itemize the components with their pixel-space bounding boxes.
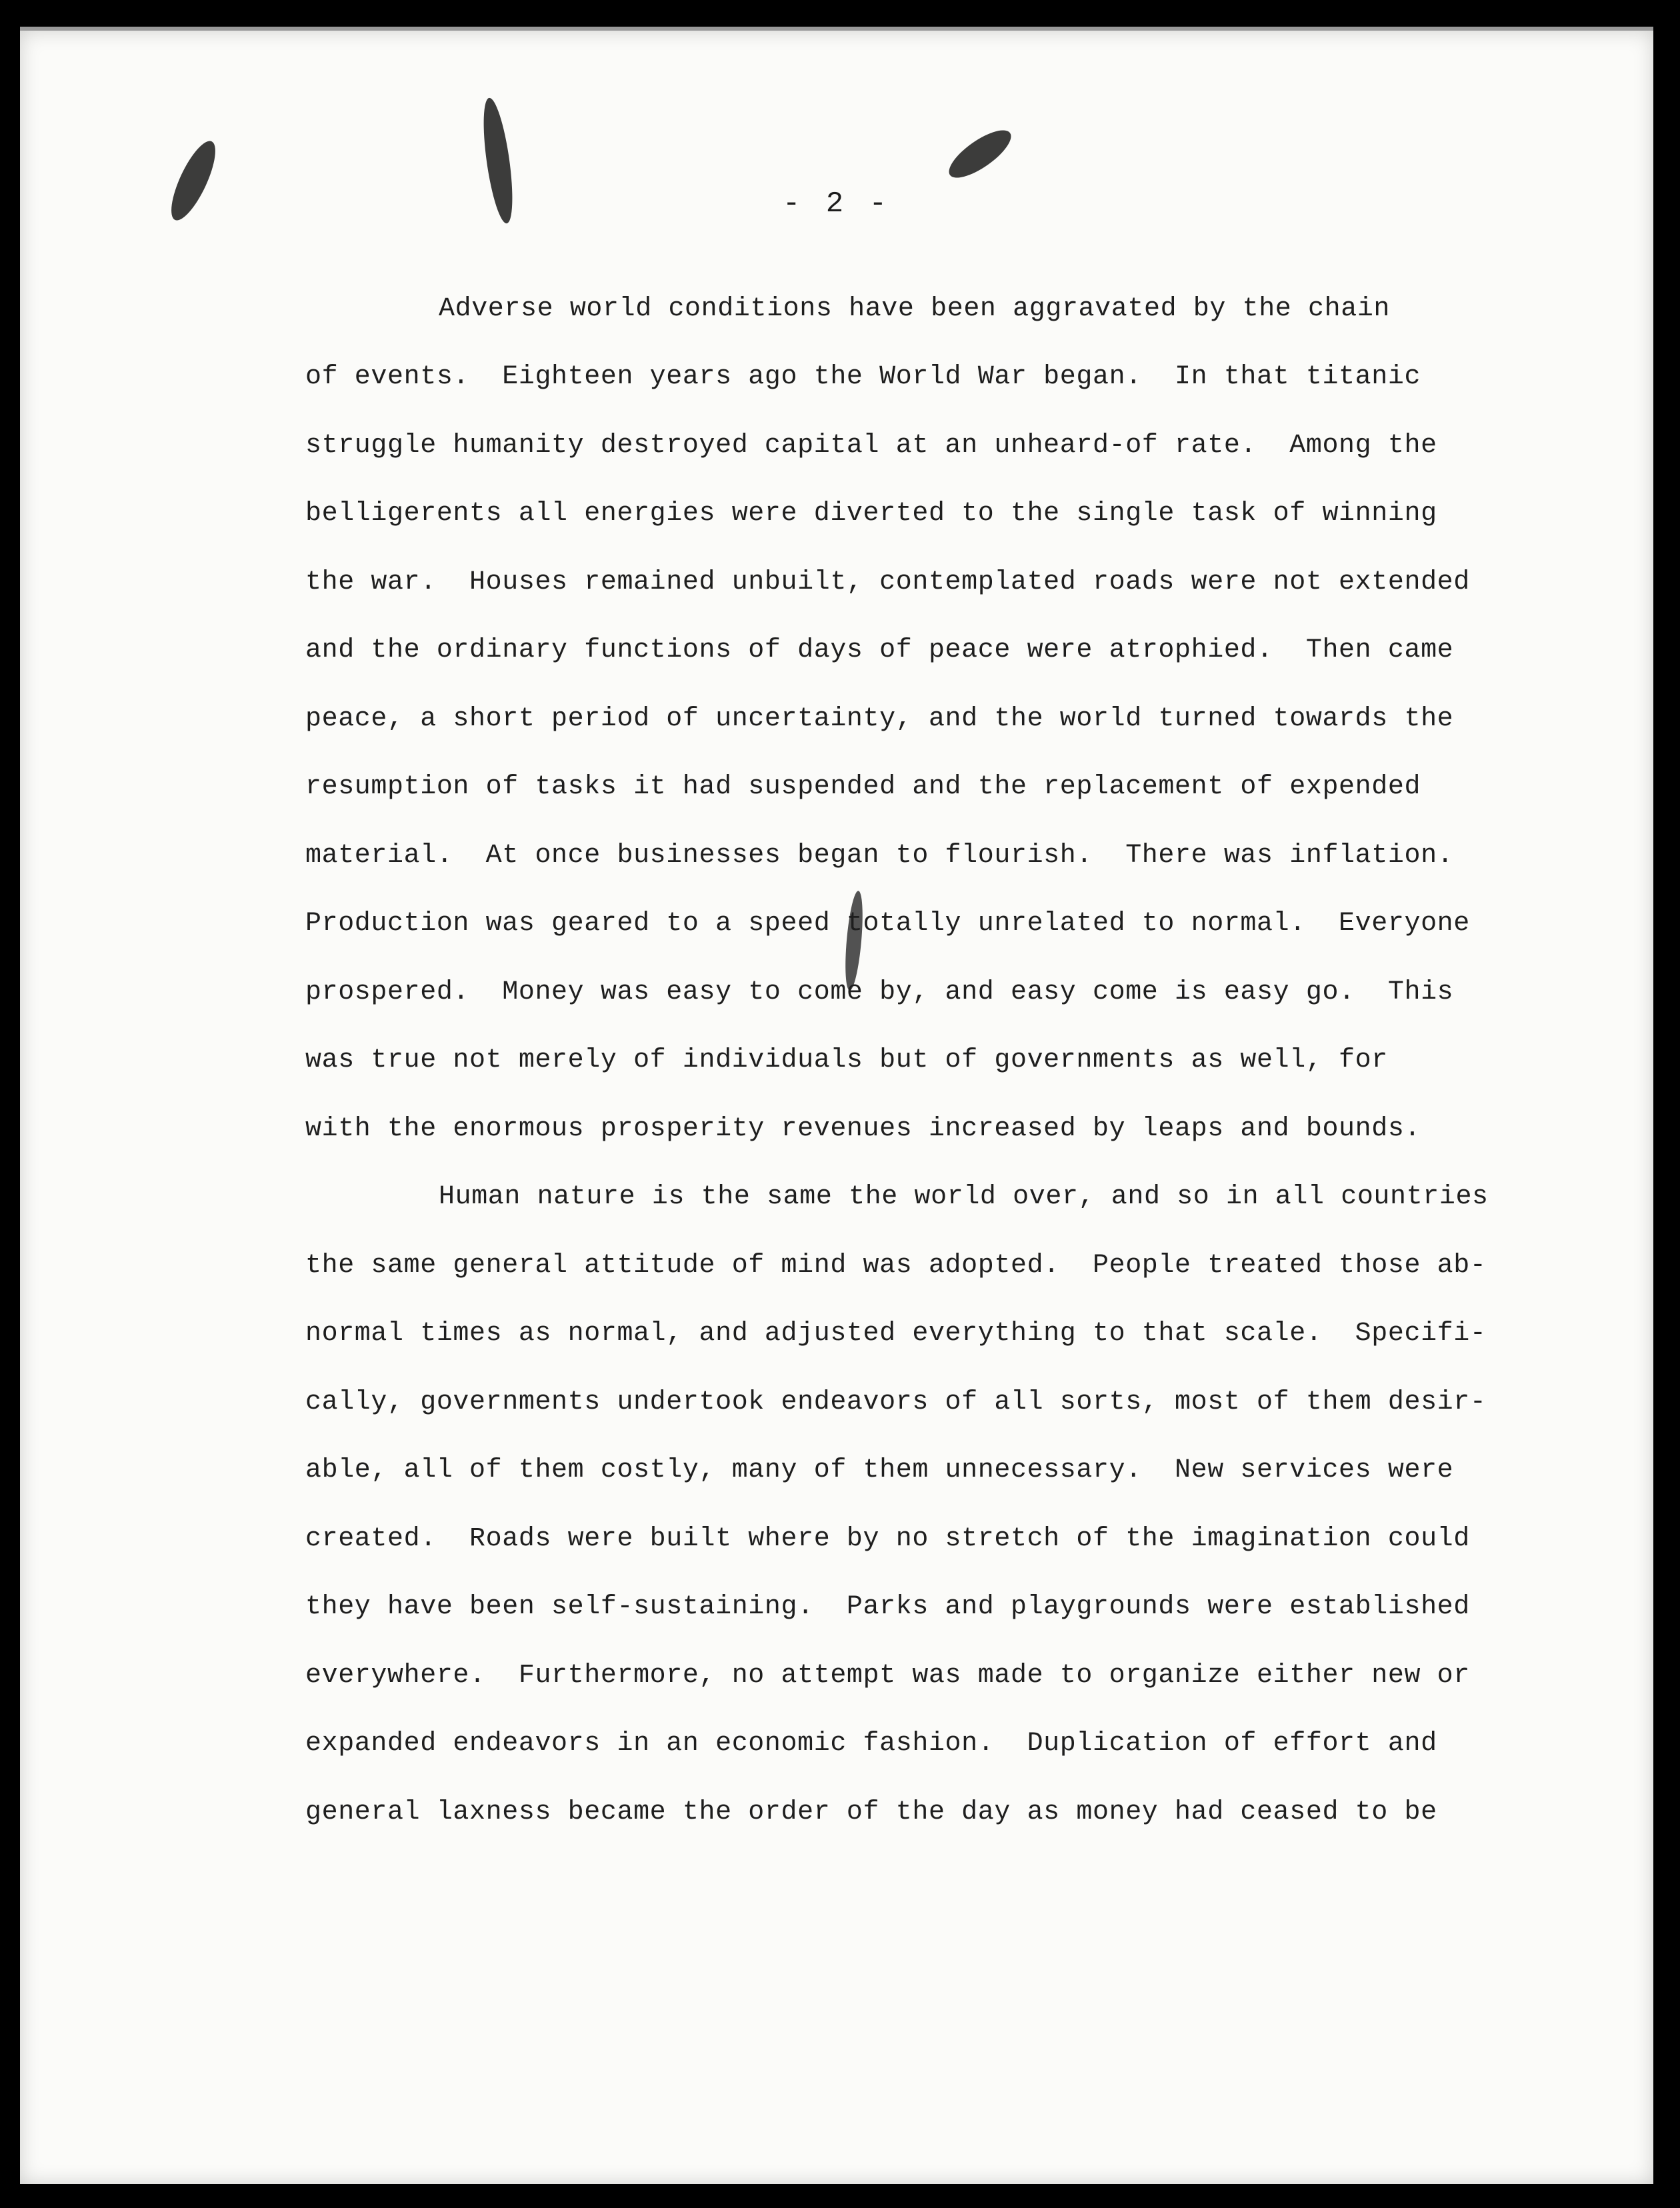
text-line: with the enormous prosperity revenues increased by leaps and bounds. [305,1114,1421,1144]
text-line: general laxness became the order of the day as money had ceased to be [305,1797,1437,1827]
text-line: prospered. Money was easy to come by, and easy come is easy go. This [305,977,1454,1007]
text-line: and the ordinary functions of days of peace were atrophied. Then came [305,635,1454,665]
text-line: created. Roads were built where by no stretch of the imagination could [305,1524,1470,1554]
text-line: resumption of tasks it had suspended and the replacement of expended [305,772,1421,802]
text-line: Adverse world conditions have been aggravated by the chain [439,294,1391,324]
text-line: material. At once businesses began to flourish. There was inflation. [305,841,1454,871]
text-line: of events. Eighteen years ago the World War began. In that titanic [305,362,1421,392]
text-line: expanded endeavors in an economic fashion. Duplication of effort and [305,1729,1437,1759]
text-line: Human nature is the same the world over, and so in all countries [439,1182,1489,1212]
ink-smudge [843,890,866,991]
text-line: was true not merely of individuals but of governments as well, for [305,1045,1388,1075]
text-line: able, all of them costly, many of them unnecessary. New services were [305,1455,1454,1485]
text-line: Production was geared to a speed totally unrelated to normal. Everyone [305,909,1470,939]
text-line: normal times as normal, and adjusted everything to that scale. Specifi- [305,1319,1487,1349]
text-line: the war. Houses remained unbuilt, contemplated roads were not extended [305,567,1470,597]
text-line: they have been self-sustaining. Parks and playgrounds were established [305,1592,1470,1622]
text-line: everywhere. Furthermore, no attempt was made to organize either new or [305,1661,1470,1691]
document-page [20,27,1653,2184]
text-line: struggle humanity destroyed capital at an unheard-of rate. Among the [305,431,1437,461]
text-line: the same general attitude of mind was adopted. People treated those ab- [305,1251,1487,1281]
text-line: belligerents all energies were diverted to the single task of winning [305,499,1437,529]
page-number: - 2 - [782,187,891,221]
text-line: cally, governments undertook endeavors of all sorts, most of them desir- [305,1387,1487,1417]
text-line: peace, a short period of uncertainty, and the world turned towards the [305,704,1454,734]
ink-smudge [942,122,1017,186]
